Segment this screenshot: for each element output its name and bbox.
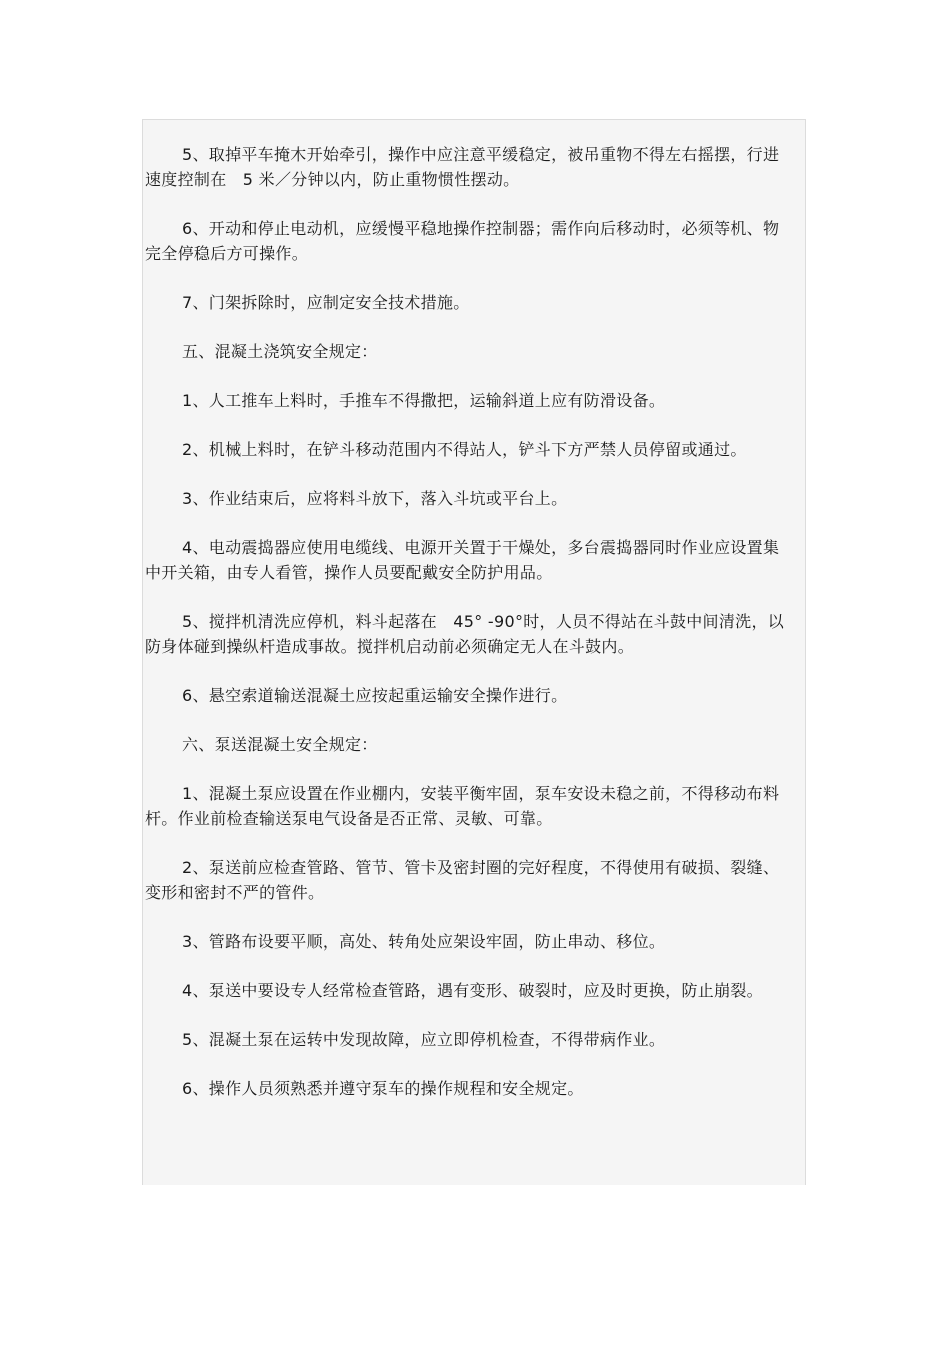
paragraph: 5、搅拌机清洗应停机，料斗起落在 45° -90°时，人员不得站在斗鼓中间清洗，以防身体碰到操纵杆造成事故。搅拌机启动前必须确定无人在斗鼓内。: [145, 612, 785, 656]
paragraph: 6、悬空索道输送混凝土应按起重运输安全操作进行。: [182, 686, 568, 705]
paragraph: 7、门架拆除时，应制定安全技术措施。: [182, 293, 470, 312]
paragraph: 2、泵送前应检查管路、管节、管卡及密封圈的完好程度，不得使用有破损、裂缝、变形和密封不严的管件。: [145, 858, 780, 902]
paragraph: 5、取掉平车掩木开始牵引，操作中应注意平缓稳定，被吊重物不得左右摇摆，行进速度控制在 5 米／分钟以内，防止重物惯性摆动。: [145, 145, 780, 189]
section-heading: 六、泵送混凝土安全规定：: [182, 735, 378, 754]
paragraph: 2、机械上料时，在铲斗移动范围内不得站人，铲斗下方严禁人员停留或通过。: [182, 440, 747, 459]
document-content: [143, 142, 807, 1125]
paragraph: 1、混凝土泵应设置在作业棚内，安装平衡牢固，泵车安设未稳之前，不得移动布料杆。作业前检查输送泵电气设备是否正常、灵敏、可靠。: [145, 784, 780, 828]
section-heading: 五、混凝土浇筑安全规定：: [182, 342, 378, 361]
paragraph: 4、电动震捣器应使用电缆线、电源开关置于干燥处，多台震捣器同时作业应设置集中开关箱，由专人看管，操作人员要配戴安全防护用品。: [145, 538, 780, 582]
paragraph: 5、混凝土泵在运转中发现故障，应立即停机检查，不得带病作业。: [182, 1030, 666, 1049]
paragraph: 1、人工推车上料时，手推车不得撒把，运输斜道上应有防滑设备。: [182, 391, 666, 410]
document-panel: [142, 119, 806, 1185]
paragraph: 6、开动和停止电动机，应缓慢平稳地操作控制器；需作向后移动时，必须等机、物完全停稳后方可操作。: [145, 219, 780, 263]
paragraph: 3、管路布设要平顺，高处、转角处应架设牢固，防止串动、移位。: [182, 932, 666, 951]
paragraph: 4、泵送中要设专人经常检查管路，遇有变形、破裂时，应及时更换，防止崩裂。: [182, 981, 763, 1000]
paragraph: 3、作业结束后，应将料斗放下，落入斗坑或平台上。: [182, 489, 568, 508]
paragraph: 6、操作人员须熟悉并遵守泵车的操作规程和安全规定。: [182, 1079, 584, 1098]
